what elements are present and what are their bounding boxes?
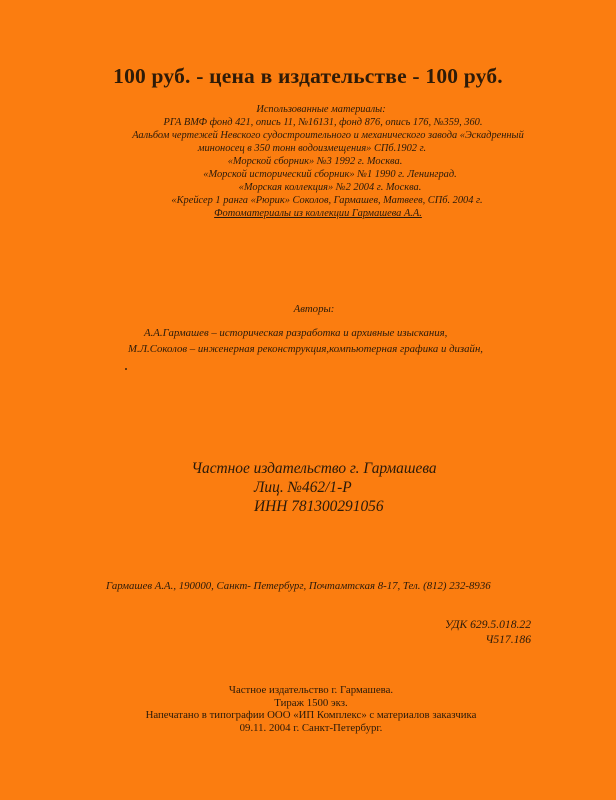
source-line: «Морская коллекция» №2 2004 г. Москва. <box>238 182 422 193</box>
author-line: М.Л.Соколов – инженерная реконструкция,компьютерная графика и дизайн, <box>128 343 483 355</box>
source-line: «Крейсер 1 ранга «Рюрик» Соколов, Гармашев, Матвеев, СПб. 2004 г. <box>171 195 483 206</box>
source-line: Аальбом чертежей Невского судостроительного и механического завода «Эскадренный <box>132 130 524 141</box>
classification-block <box>445 617 531 647</box>
source-line: РГА ВМФ фонд 421, опись 11, №16131, фонд 876, опись 176, №359, 360. <box>163 117 483 128</box>
source-line: Фотоматериалы из коллекции Гармашева А.А. <box>214 208 422 219</box>
sources-heading: Использованные материалы: <box>256 104 386 115</box>
imprint-line: 09.11. 2004 г. Санкт-Петербург. <box>239 721 383 734</box>
source-line: миноносец в 350 тонн водоизмещения» СПб.1902 г. <box>197 143 427 154</box>
source-line: «Морской сборник» №3 1992 г. Москва. <box>227 156 403 167</box>
imprint-block <box>0 684 616 734</box>
stray-dot <box>125 368 127 370</box>
sources-block <box>0 103 616 220</box>
imprint-line: Тираж 1500 экз. <box>274 696 348 709</box>
udk-code: УДК 629.5.018.22 <box>444 618 531 631</box>
publisher-inn: ИНН 781300291056 <box>254 498 384 515</box>
imprint-line: Частное издательство г. Гармашева. <box>228 684 394 696</box>
source-line: «Морской исторический сборник» №1 1990 г. Ленинград. <box>203 169 457 180</box>
bbk-code: Ч517.186 <box>485 633 531 646</box>
publisher-name: Частное издательство г. Гармашева <box>191 460 437 477</box>
author-line: А.А.Гармашев – историческая разработка и архивные изыскания, <box>144 327 448 339</box>
publisher-license: Лиц. №462/1-Р <box>254 479 352 496</box>
imprint-line: Напечатано в типографии ООО «ИП Комплекс» с материалов заказчика <box>145 709 477 721</box>
authors-heading: Авторы: <box>293 303 335 315</box>
price-line: 100 руб. - цена в издательстве - 100 руб. <box>113 64 503 88</box>
publisher-address: Гармашев А.А., 190000, Санкт- Петербург, Почтамтская 8-17, Тел. (812) 232-8936 <box>106 580 491 592</box>
